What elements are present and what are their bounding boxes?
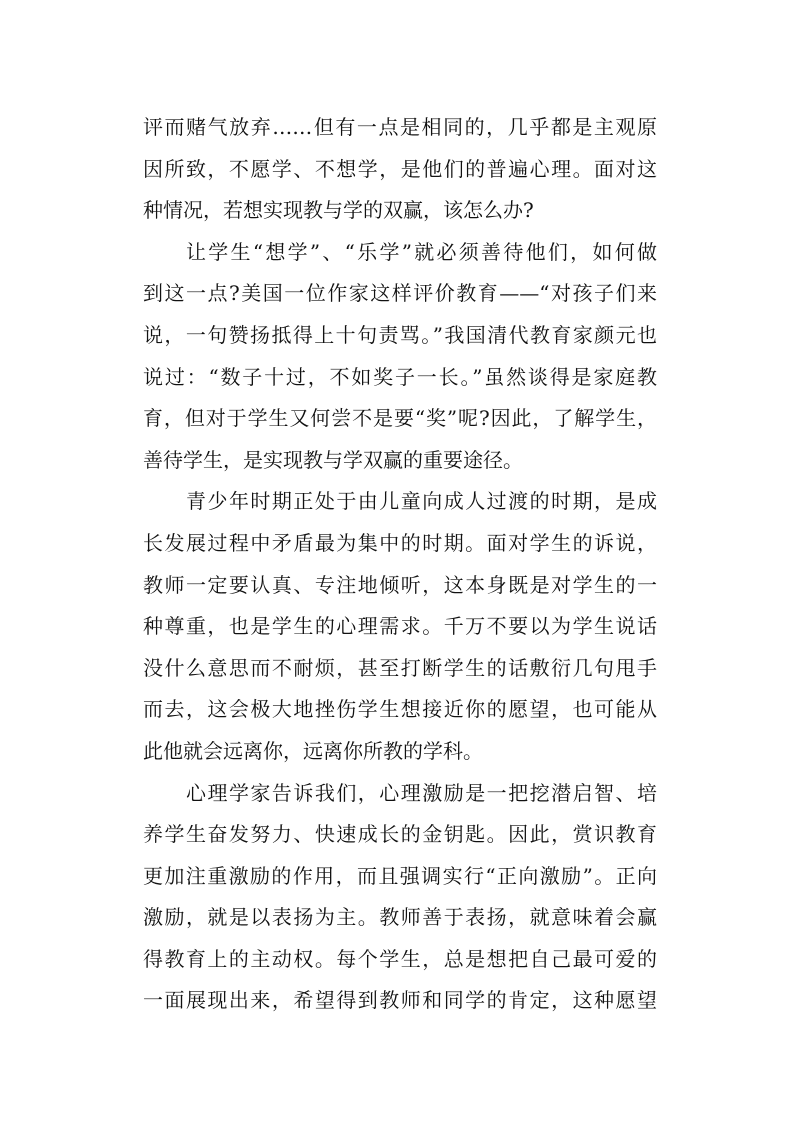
text-line: 说，一句赞扬抵得上十句责骂。”我国清代教育家颜元也 — [143, 322, 657, 347]
text-line: 长发展过程中矛盾最为集中的时期。面对学生的诉说， — [143, 530, 657, 555]
text-line: 一面展现出来，希望得到教师和同学的肯定，这种愿望 — [143, 988, 657, 1013]
text-line: 此他就会远离你，远离你所教的学科。 — [143, 738, 483, 763]
text-line: 评而赌气放弃……但有一点是相同的，几乎都是主观原 — [143, 115, 657, 139]
text-line: 教师一定要认真、专注地倾听，这本身既是对学生的一 — [143, 572, 657, 597]
text-line: 激励，就是以表扬为主。教师善于表扬，就意味着会赢 — [143, 905, 657, 930]
paragraph — [143, 773, 657, 1023]
text-line: 善待学生，是实现教与学双赢的重要途径。 — [143, 447, 523, 472]
text-line: 而去，这会极大地挫伤学生想接近你的愿望，也可能从 — [143, 697, 657, 722]
text-line: 育，但对于学生又何尝不是要“奖”呢?因此，了解学生， — [143, 406, 657, 431]
document-body — [143, 107, 657, 1022]
text-line: 养学生奋发努力、快速成长的金钥匙。因此，赏识教育 — [143, 822, 657, 847]
text-line: 说过：“数子十过，不如奖子一长。”虽然谈得是家庭教 — [143, 364, 657, 389]
paragraph — [143, 481, 657, 772]
text-line: 没什么意思而不耐烦，甚至打断学生的话敷衍几句甩手 — [143, 655, 657, 680]
text-line: 青少年时期正处于由儿童向成人过渡的时期，是成 — [186, 489, 657, 514]
text-line: 心理学家告诉我们，心理激励是一把挖潜启智、培 — [186, 780, 657, 805]
text-line: 让学生“想学”、“乐学”就必须善待他们，如何做 — [186, 239, 657, 264]
text-line: 种尊重，也是学生的心理需求。千万不要以为学生说话 — [143, 614, 657, 639]
paragraph — [143, 232, 657, 482]
paragraph — [143, 107, 657, 232]
text-line: 因所致，不愿学、不想学，是他们的普遍心理。面对这 — [143, 156, 657, 181]
text-line: 更加注重激励的作用，而且强调实行“正向激励”。正向 — [143, 863, 657, 888]
text-line: 到这一点?美国一位作家这样评价教育——“对孩子们来 — [143, 281, 657, 306]
text-line: 种情况，若想实现教与学的双赢，该怎么办? — [143, 198, 534, 223]
text-line: 得教育上的主动权。每个学生，总是想把自己最可爱的 — [143, 946, 657, 971]
